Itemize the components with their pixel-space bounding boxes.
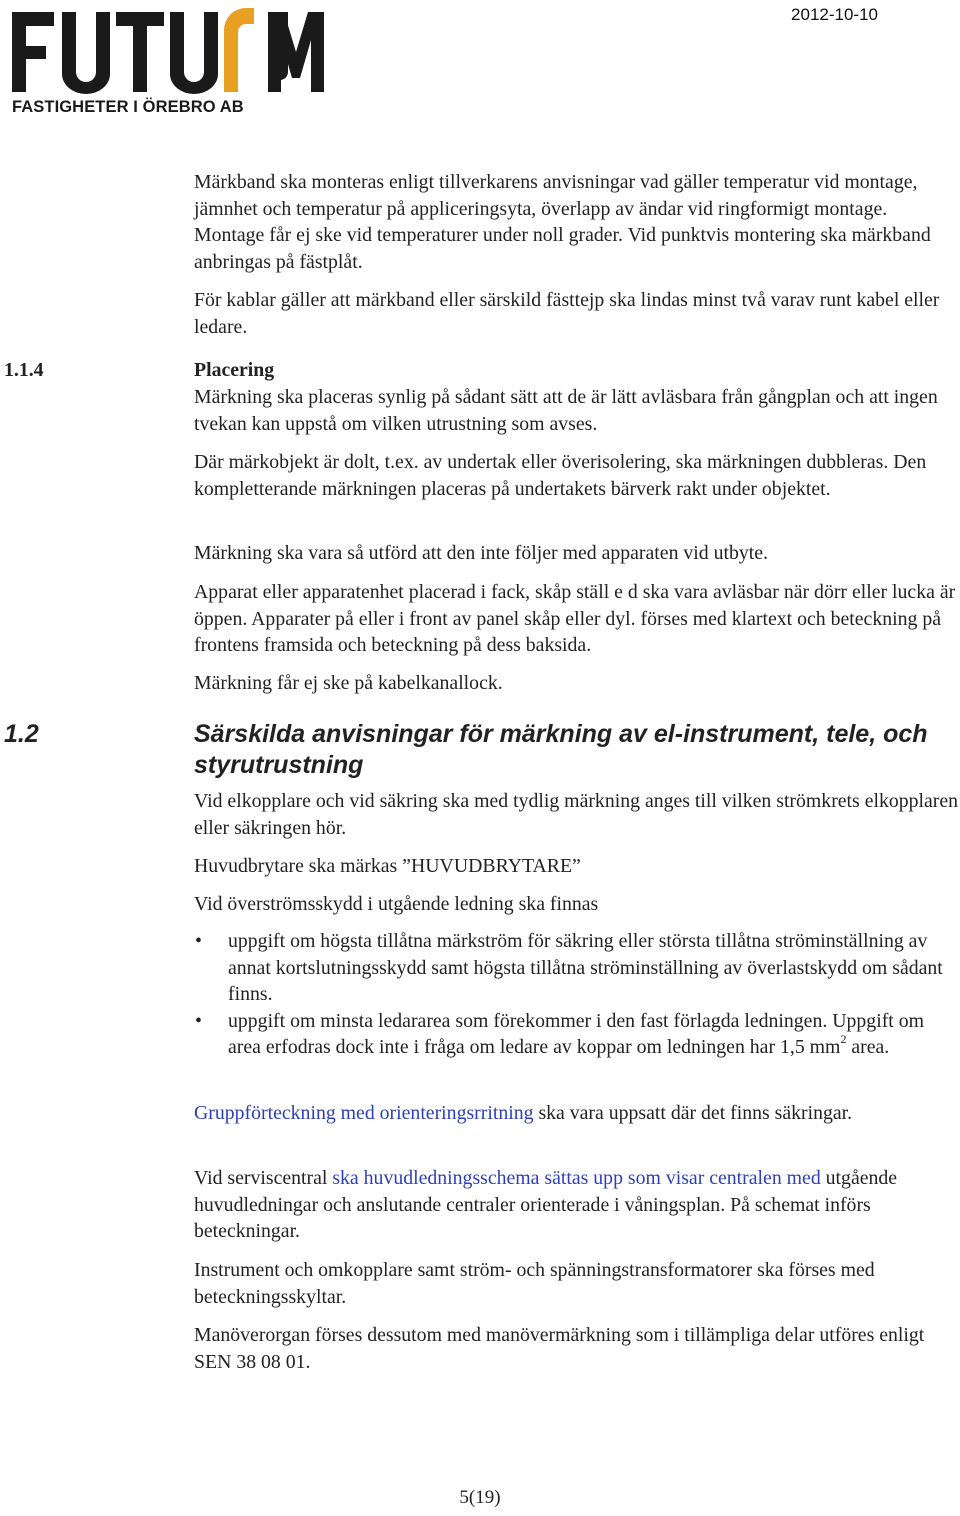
paragraph-markband-montage: Märkband ska monteras enligt tillverkarens anvisningar vad gäller temperatur vid montage, jämnhet och temperatur på appliceringsyta, överlapp av ändar vid ringformigt montage. Montage får ej ske vid temperaturer under noll grader. Vid punktvis montering ska märkband anbringas på fästplåt. [194,171,931,273]
section-number-1-1-4: 1.1.4 [4,359,44,381]
paragraph-manoverorgan: Manöverorgan förses dessutom med manövermärkning som i tillämpliga delar utföres enligt SEN 38 08 01. [194,1324,925,1373]
paragraph-elkopplare-sakring: Vid elkopplare och vid säkring ska med tydlig märkning anges till vilken strömkrets elkopplaren eller säkringen hör. [194,790,959,839]
logo-subtitle: FASTIGHETER I ÖREBRO AB [12,98,244,116]
paragraph-instrument-omkopplare: Instrument och omkopplare samt ström- och spänningstransformatorer ska förses med beteckningsskyltar. [194,1259,875,1308]
paragraph-serviscentral [194,1165,960,1245]
paragraph-kabelkanallock: Märkning får ej ske på kabelkanallock. [194,672,503,694]
list-item [194,1008,960,1061]
section-title-sarskilda-anvisningar: Särskilda anvisningar för märkning av el-instrument, tele, och styrutrustning [194,720,928,779]
paragraph-dolt-markobjekt: Där märkobjekt är dolt, t.ex. av undertak eller överisolering, ska märkningen dubbleras. Den kompletterande märkningen placeras på undertakets bärverk rakt under objektet. [194,451,927,500]
bullet-icon: • [195,930,202,952]
bullet-icon: • [195,1009,202,1032]
bullet-text-area-suffix: area. [846,1036,890,1058]
paragraph-serviscentral-pre: Vid serviscentral [194,1167,333,1189]
company-logo [12,4,332,118]
paragraph-gruppforteckning-rest: ska vara uppsatt där det finns säkringar. [533,1102,853,1124]
bullet-text-ledararea: uppgift om minsta ledararea som förekommer i den fast förlagda ledningen. Uppgift om area erfodras dock inte i fråga om ledare av koppar om ledningen har 1,5 mm [228,1009,924,1058]
document-date: 2012-10-10 [791,5,878,24]
paragraph-gruppforteckning [194,1100,960,1127]
link-gruppforteckning[interactable]: Gruppförteckning med orienteringsrritning [194,1102,534,1124]
list-item [194,928,960,1008]
paragraph-kablar: För kablar gäller att märkband eller särskild fästtejp ska lindas minst två varav runt kabel eller ledare. [194,289,940,338]
link-huvudledningsschema[interactable]: ska huvudledningsschema sättas upp som visar centralen med [332,1167,821,1189]
bullet-list [194,928,960,1061]
paragraph-apparat-fack: Apparat eller apparatenhet placerad i fack, skåp ställ e d ska vara avläsbar när dörr eller lucka är öppen. Apparater på eller i front av panel skåp eller dyl. förses med klartext och beteckning på frontens framsida och beteckning på dess baksida. [194,581,956,656]
paragraph-huvudbrytare: Huvudbrytare ska märkas ”HUVUDBRYTARE” [194,855,581,877]
bullet-text-markstrom: uppgift om högsta tillåtna märkström för säkring eller största tillåtna ströminställning av annat kortslutningsskydd samt högsta tillåtna ströminställning av överlastskydd om sådant finns. [228,930,943,1005]
page-number: 5(19) [459,1487,501,1508]
paragraph-utbyte: Märkning ska vara så utförd att den inte följer med apparaten vid utbyte. [194,542,769,564]
section-number-1-2: 1.2 [4,720,39,748]
paragraph-overstromsskydd: Vid överströmsskydd i utgående ledning ska finnas [194,893,599,915]
section-title-placering: Placering [194,359,275,381]
superscript-2: 2 [840,1032,847,1047]
paragraph-placering-synlig: Märkning ska placeras synlig på sådant sätt att de är lätt avläsbara från gångplan och att ingen tvekan kan uppstå om vilken utrustning som avses. [194,386,938,435]
paragraph-serviscentral-rest: utgående huvudledningar och anslutande centraler orienterade i våningsplan. På schemat införs beteckningar. [194,1167,898,1242]
